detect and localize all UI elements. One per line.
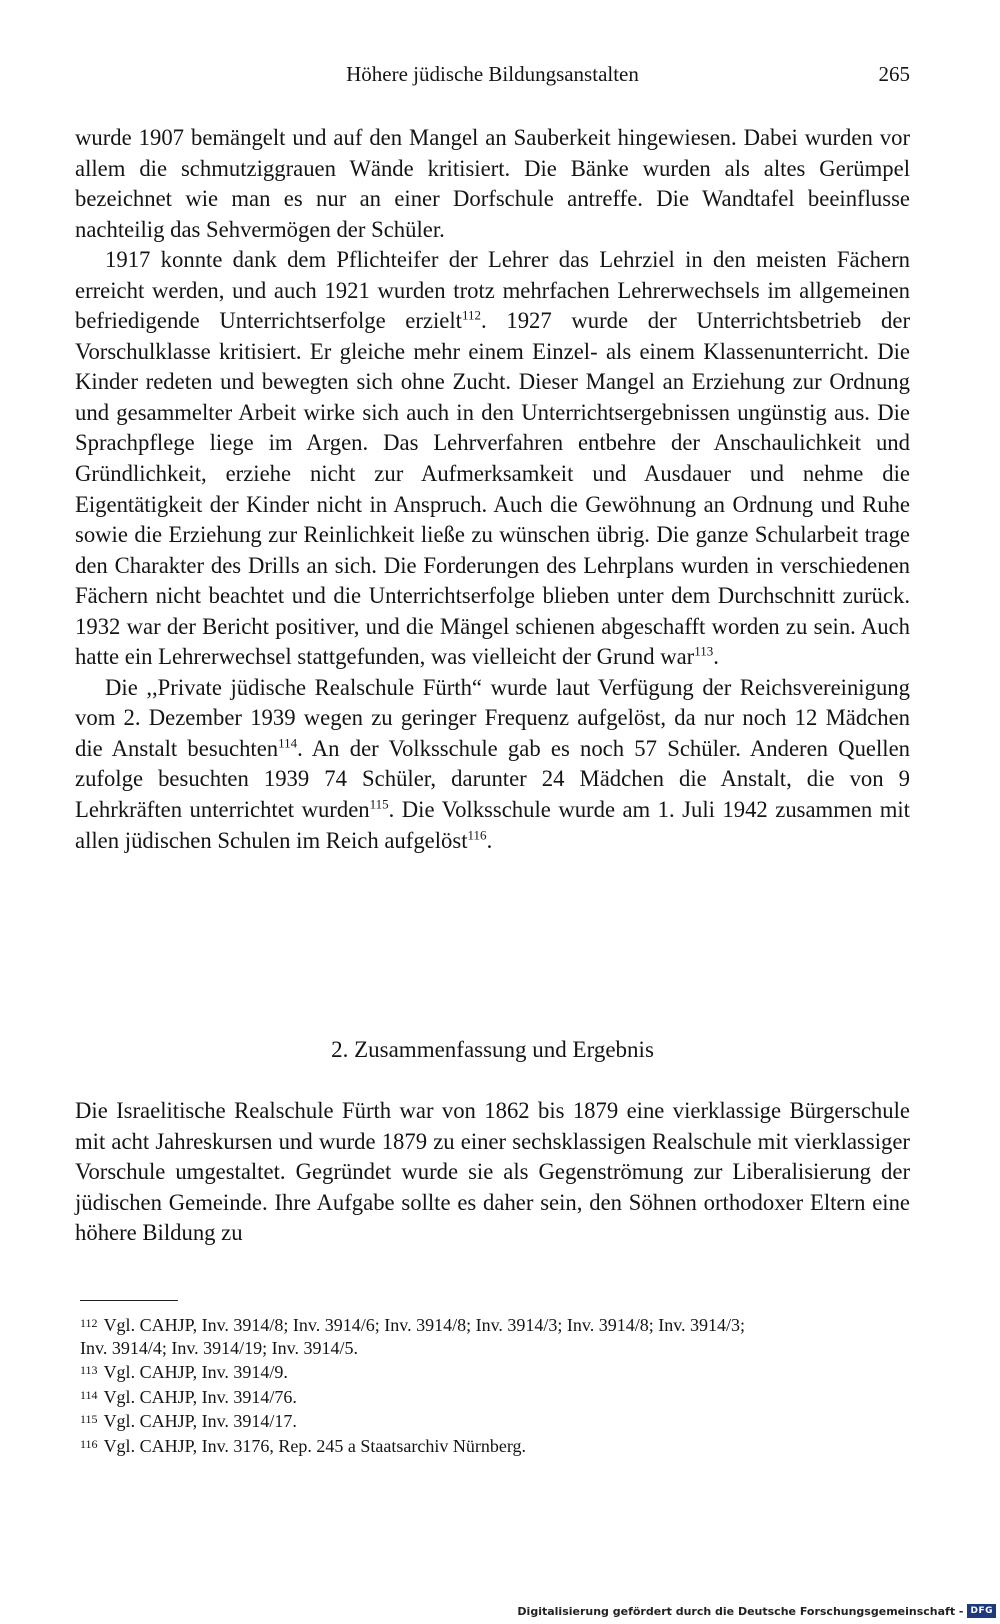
footnote-text: Vgl. CAHJP, Inv. 3176, Rep. 245 a Staatsarchiv Nürnberg. bbox=[103, 1435, 527, 1456]
footnote-ref-114[interactable]: 114 bbox=[278, 735, 298, 751]
summary-text bbox=[75, 1096, 910, 1249]
paragraph-3-text-c: . Die Volksschule wurde am 1. Juli 1942 zusammen mit allen jüdischen Schulen im Reich aufgelöst bbox=[75, 797, 910, 853]
footnote-number: 115 bbox=[80, 1412, 98, 1426]
paragraph-2-text-c: . bbox=[713, 644, 719, 670]
footnote-separator bbox=[80, 1300, 178, 1301]
page-number: 265 bbox=[878, 62, 910, 86]
running-header bbox=[75, 62, 910, 92]
section-heading: 2. Zusammenfassung und Ergebnis bbox=[331, 1037, 654, 1062]
footnote-ref-115[interactable]: 115 bbox=[369, 796, 389, 812]
footnote-115 bbox=[80, 1408, 910, 1433]
footnote-112-continuation: Inv. 3914/4; Inv. 3914/19; Inv. 3914/5. bbox=[80, 1337, 358, 1358]
footnote-text: Vgl. CAHJP, Inv. 3914/9. bbox=[103, 1362, 288, 1382]
paragraph-3-text-b: . An der Volksschule gab es noch 57 Schüler. Anderen Quellen zufolge besuchten 1939 74 Schüler, darunter 24 Mädchen die Anstalt, die von 9 Lehrkräften unterrichtet wurden bbox=[75, 735, 911, 823]
paragraph-1-text: wurde 1907 bemängelt und auf den Mangel an Sauberkeit hingewiesen. Dabei wurden vor allem die schmutziggrauen Wände kritisiert. Die Bänke wurden als altes Gerümpel bezeichnet wie man es nur an einer Dorfschule antreffe. Die Wandtafel beeinflusse nachteilig das Sehvermögen der Schüler. bbox=[75, 125, 910, 242]
footnote-114 bbox=[80, 1384, 910, 1409]
running-header-title: Höhere jüdische Bildungsanstalten bbox=[346, 62, 639, 86]
paragraph-3 bbox=[75, 673, 910, 856]
footnote-number: 113 bbox=[80, 1363, 98, 1377]
paragraph-2 bbox=[75, 245, 910, 673]
footnote-text: Vgl. CAHJP, Inv. 3914/76. bbox=[103, 1386, 297, 1407]
footnote-ref-112[interactable]: 112 bbox=[462, 307, 482, 323]
footnote-number: 112 bbox=[80, 1316, 98, 1330]
footnote-113 bbox=[80, 1359, 910, 1384]
footnote-ref-116[interactable]: 116 bbox=[467, 827, 487, 843]
footnote-text: Vgl. CAHJP, Inv. 3914/17. bbox=[103, 1411, 297, 1431]
footnote-112 bbox=[80, 1312, 910, 1337]
footnotes bbox=[80, 1312, 910, 1457]
digitization-credit: Digitalisierung gefördert durch die Deutsche Forschungsgemeinschaft - bbox=[517, 1604, 964, 1618]
summary-paragraph: Die Israelitische Realschule Fürth war von 1862 bis 1879 eine vierklassige Bürgerschule mit acht Jahreskursen und wurde 1879 zu einer sechsklassigen Realschule mit vierklassiger Vorschule umgestaltet. Gegründet wurde sie als Gegenströmung zur Liberalisierung der jüdischen Gemeinde. Ihre Aufgabe sollte es daher sein, den Söhnen orthodoxer Eltern eine höhere Bildung zu bbox=[75, 1098, 910, 1246]
digitization-footer bbox=[517, 1602, 996, 1620]
footnote-number: 114 bbox=[80, 1387, 98, 1402]
paragraph-2-text-b: . 1927 wurde der Unterrichtsbetrieb der Vorschulklasse kritisiert. Er gleiche mehr einem Einzel- als einem Klassenunterricht. Die Kinder redeten und bewegten sich ohne Zucht. Dieser Mangel an Erziehung zur Ordnung und gesammelter Arbeit wirke sich auch in den Unterrichtsergebnissen ungünstig aus. Die Sprachpflege liege im Argen. Das Lehrverfahren entbehre der Anschaulichkeit und Gründlichkeit, erziehe nicht zur Aufmerksamkeit und Ausdauer und nehme die Eigentätigkeit der Kinder nicht in Anspruch. Auch die Gewöhnung an Ordnung und Ruhe sowie die Erziehung zur Reinlichkeit ließe zu wünschen übrig. Die ganze Schularbeit trage den Charakter des Drills an sich. Die Forderungen des Lehrplans wurden in verschiedenen Fächern nicht beachtet und die Unterrichtserfolge blieben unter dem Durchschnitt zurück. 1932 war der Bericht positiver, und die Mängel schienen abgeschafft worden zu sein. Auch hatte ein Lehrerwechsel stattgefunden, was vielleicht der Grund war bbox=[75, 308, 910, 670]
paragraph-3-text-d: . bbox=[486, 827, 493, 853]
paragraph-1 bbox=[75, 123, 910, 245]
footnote-number: 116 bbox=[80, 1436, 98, 1451]
paragraph-3-text-a: Die ,,Private jüdische Realschule Fürth“ wurde laut Verfügung der Reichsvereinigung vom 2. Dezember 1939 wegen zu geringer Frequenz aufgelöst, da nur noch 12 Mädchen die Anstalt besuchten bbox=[75, 674, 910, 761]
body-text bbox=[75, 123, 910, 856]
paragraph-2-text-a: 1917 konnte dank dem Pflichteifer der Lehrer das Lehrziel in den meisten Fächern erreicht werden, und auch 1921 wurden trotz mehrfachen Lehrerwechsels im allgemeinen befriedigende Unterrichtserfolge erzielt bbox=[75, 247, 910, 334]
footnote-116 bbox=[80, 1433, 910, 1458]
dfg-logo: DFG bbox=[967, 1604, 996, 1618]
footnote-ref-113[interactable]: 113 bbox=[694, 643, 714, 659]
footnote-text: Vgl. CAHJP, Inv. 3914/8; Inv. 3914/6; Inv. 3914/8; Inv. 3914/3; Inv. 3914/8; Inv. 3914/3; bbox=[103, 1315, 746, 1335]
